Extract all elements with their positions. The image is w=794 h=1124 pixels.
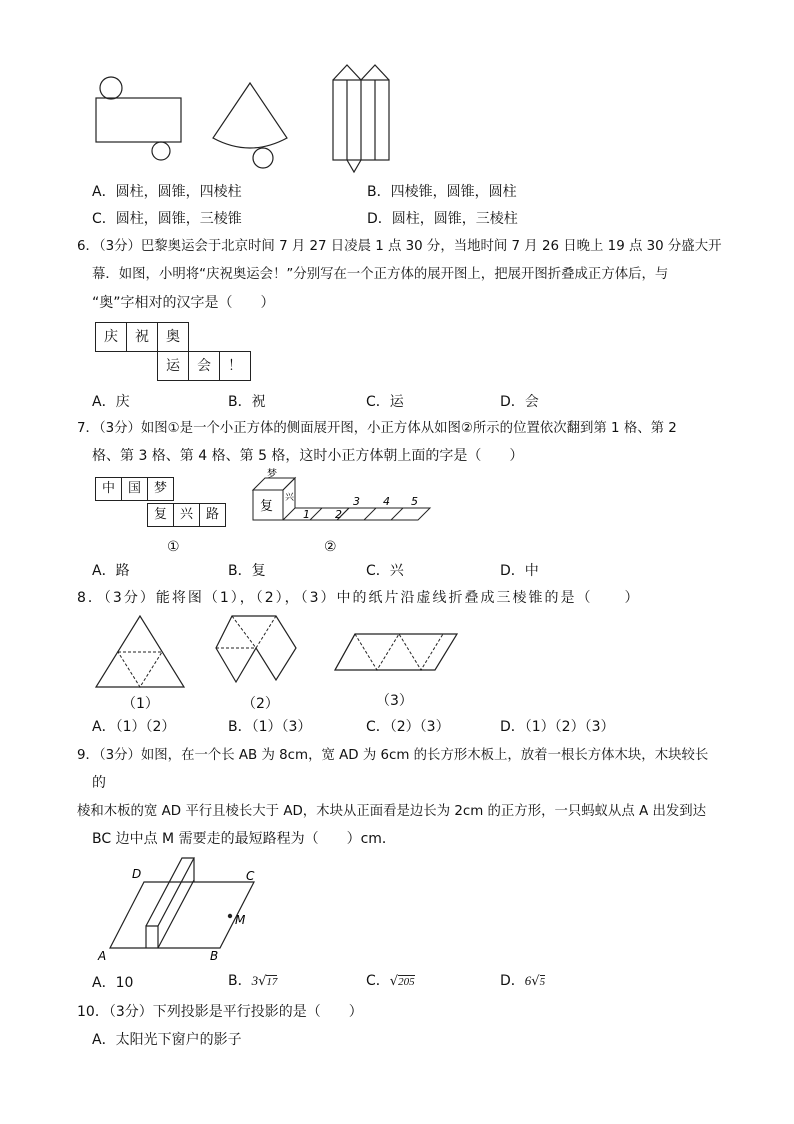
q7-stem-line1: 7．（3分）如图①是一个小正方体的侧面展开图，小正方体从如图②所示的位置依次翻到第 1 格、第 2 — [77, 421, 677, 436]
coefficient: 6 — [524, 973, 532, 988]
q9-label-b: B — [210, 949, 219, 963]
q7-grid-num: 3 — [353, 495, 360, 508]
q6-option-b[interactable]: B．祝 — [228, 394, 266, 410]
q8-option-c[interactable]: C．（2）（3） — [366, 719, 450, 735]
radicand: 5 — [539, 976, 546, 988]
q7-grid-num: 1 — [303, 508, 310, 521]
q7-cube-front-char: 复 — [260, 499, 274, 514]
q6-option-d[interactable]: D．会 — [500, 394, 539, 410]
q7-option-c[interactable]: C．兴 — [366, 563, 404, 579]
q8-figure2-net — [208, 612, 303, 692]
q8-option-d[interactable]: D．（1）（2）（3） — [500, 719, 615, 735]
q6-net-cell: ！ — [219, 351, 251, 381]
q9-stem-line1: 9．（3分）如图，在一个长 AB 为 8cm，宽 AD 为 6cm 的长方形木板上，放着一根长方体木块，木块较长 — [77, 748, 709, 763]
q8-figure1-triangle-net — [92, 612, 192, 692]
sqrt-icon: √ — [531, 974, 540, 989]
sqrt-icon: √ — [389, 974, 399, 989]
q6-net-cell: 奥 — [157, 322, 189, 352]
q8-option-b[interactable]: B．（1）（3） — [228, 719, 312, 735]
q7-net-cell: 路 — [199, 503, 226, 527]
option-letter: C． — [366, 973, 390, 989]
q7-net-cell: 中 — [95, 477, 122, 501]
q6-net-cell: 庆 — [95, 322, 127, 352]
q7-grid-num: 2 — [335, 508, 342, 521]
q5-option-c[interactable]: C．圆柱，圆锥，三棱锥 — [92, 211, 242, 227]
q5-option-d[interactable]: D．圆柱，圆锥，三棱柱 — [367, 211, 518, 227]
q7-option-a[interactable]: A．路 — [92, 563, 130, 579]
q7-stem-line2: 格、第 3 格、第 4 格、第 5 格，这时小正方体朝上面的字是（ ） — [92, 448, 524, 464]
q6-net-cell: 运 — [157, 351, 189, 381]
q7-net-cell: 兴 — [173, 503, 200, 527]
q8-figure3-parallelogram-net — [333, 628, 463, 678]
q7-cube-side-char: 兴 — [285, 493, 295, 503]
q8-option-a[interactable]: A．（1）（2） — [92, 719, 176, 735]
q5-figure-cylinder-net — [90, 72, 190, 167]
q7-figure2-label: ② — [324, 539, 337, 555]
q7-option-d[interactable]: D．中 — [500, 563, 539, 579]
q6-net-cell: 会 — [188, 351, 220, 381]
q7-figure1-label: ① — [167, 539, 180, 555]
q7-net-cell: 国 — [121, 477, 148, 501]
q8-figure2-label: （2） — [242, 696, 279, 712]
radicand: 17 — [266, 976, 278, 988]
q9-option-b[interactable] — [228, 972, 277, 991]
q6-stem-line3: “奥”字相对的汉字是（ ） — [92, 295, 275, 311]
sqrt-icon: √ — [258, 974, 267, 989]
q6-net-cell: 祝 — [126, 322, 158, 352]
q7-grid-num: 5 — [411, 495, 418, 508]
q9-label-d: D — [132, 867, 142, 881]
q10-option-a[interactable]: A．太阳光下窗户的影子 — [92, 1032, 242, 1048]
q7-figure2-cube-grid — [245, 470, 450, 530]
option-letter: B． — [228, 973, 252, 989]
q6-option-c[interactable]: C．运 — [366, 394, 404, 410]
q8-stem-line1: 8．（3分）能将图（1），（2），（3）中的纸片沿虚线折叠成三棱锥的是（ ） — [77, 590, 641, 606]
radicand: 205 — [398, 976, 415, 988]
q10-stem-line1: 10．（3分）下列投影是平行投影的是（ ） — [77, 1004, 363, 1020]
q9-option-d[interactable] — [500, 972, 545, 991]
q7-cube-top-char: 梦 — [267, 469, 277, 480]
q9-label-a: A — [98, 949, 107, 963]
q5-option-a[interactable]: A．圆柱，圆锥，四棱柱 — [92, 184, 242, 200]
q7-net-cell: 梦 — [147, 477, 174, 501]
q9-label-c: C — [246, 869, 255, 883]
q9-option-a[interactable]: A．10 — [92, 975, 134, 991]
q9-label-m: M — [235, 913, 246, 927]
q5-figure-cone-net — [205, 78, 295, 173]
q7-option-b[interactable]: B．复 — [228, 563, 266, 579]
q7-net-cell: 复 — [147, 503, 174, 527]
q9-stem-line1-tail: 的 — [92, 775, 106, 791]
q8-figure3-label: （3） — [376, 693, 413, 709]
q7-grid-num: 4 — [383, 495, 390, 508]
q9-stem-line3: BC 边中点 M 需要走的最短路程为（ ）cm． — [92, 831, 396, 847]
q6-option-a[interactable]: A．庆 — [92, 394, 130, 410]
coefficient: 3 — [251, 973, 259, 988]
q5-figure-prism-net — [326, 60, 396, 175]
q5-option-b[interactable]: B．四棱锥，圆锥，圆柱 — [367, 184, 517, 200]
q6-stem-line2: 幕．如图，小明将“庆祝奥运会！”分别写在一个正方体的展开图上，把展开图折叠成正方体后，与 — [92, 267, 669, 282]
q9-board-figure — [92, 850, 272, 965]
q9-stem-line2: 棱和木板的宽 AD 平行且棱长大于 AD，木块从正面看是边长为 2cm 的正方形，一只蚂蚁从点 A 出发到达 — [77, 804, 707, 819]
q8-figure1-label: （1） — [122, 696, 159, 712]
q9-option-c[interactable] — [366, 972, 415, 991]
q6-stem-line1: 6．（3分）巴黎奥运会于北京时间 7 月 27 日凌晨 1 点 30 分，当地时间 7 月 26 日晚上 19 点 30 分盛大开 — [77, 239, 722, 254]
option-letter: D． — [500, 973, 525, 989]
